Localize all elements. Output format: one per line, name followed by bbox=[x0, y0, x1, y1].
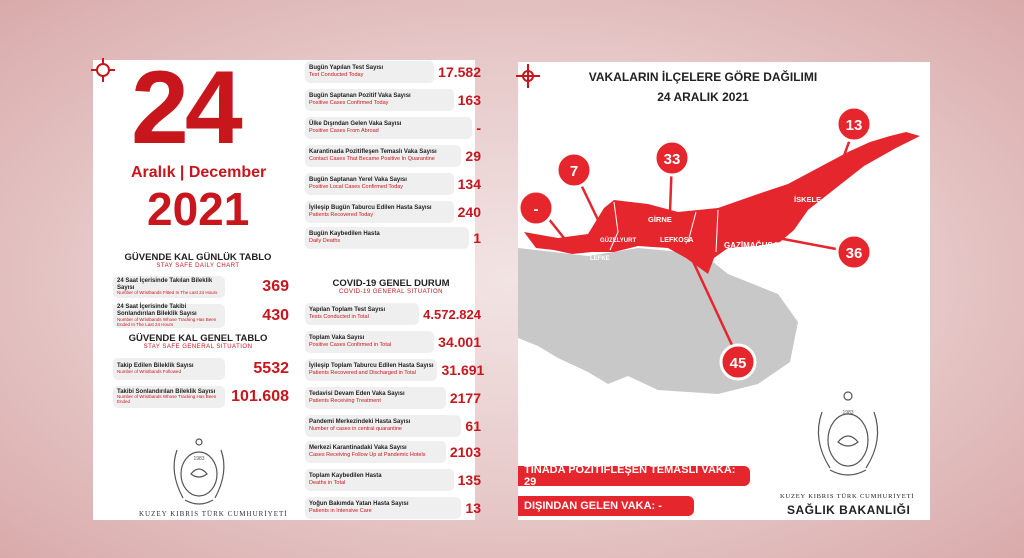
svg-text:45: 45 bbox=[729, 355, 747, 372]
row-label-en: Positive Local Cases Confirmed Today bbox=[309, 184, 404, 191]
row-label-en: Cases Receiving Follow Up at Pandemic Hotels bbox=[309, 452, 426, 459]
row-label: Bugün Saptanan Yerel Vaka Sayısı bbox=[309, 177, 407, 184]
svg-text:13: 13 bbox=[845, 117, 863, 134]
general-row bbox=[113, 358, 289, 380]
row-label-en: Test Conducted Today bbox=[309, 72, 364, 79]
row-label: Bugün Kaybedilen Hasta bbox=[309, 231, 380, 238]
district-callout-guzelyurt bbox=[557, 153, 591, 187]
row-label-en: Deaths in Total bbox=[309, 480, 346, 487]
report-month: Aralık | December bbox=[131, 164, 267, 181]
daily-table-subtitle: STAY SAFE DAILY CHART bbox=[156, 263, 240, 269]
row-label-en: Daily Deaths bbox=[309, 238, 341, 245]
district-callout-gazimagusa bbox=[837, 235, 871, 269]
overall-row bbox=[305, 386, 481, 410]
overall-row bbox=[305, 302, 481, 326]
row-label: Yoğun Bakımda Yatan Hasta Sayısı bbox=[309, 501, 409, 508]
row-label-en: Number of Wristbands Fitted In The Last 24 Hours bbox=[117, 290, 218, 296]
row-label: Tedavisi Devam Eden Vaka Sayısı bbox=[309, 391, 405, 398]
row-label: 24 Saat İçerisinde Takılan Bileklik Sayısı bbox=[117, 277, 213, 291]
map-date: 24 ARALIK 2021 bbox=[657, 90, 749, 104]
district-callout-girne bbox=[655, 141, 689, 175]
footer-republic: KUZEY KIBRIS TÜRK CUMHURİYETİ bbox=[139, 510, 288, 518]
row-value: 34.001 bbox=[438, 334, 481, 350]
row-value: 29 bbox=[465, 148, 481, 164]
row-value: 240 bbox=[457, 204, 481, 220]
row-value: 5532 bbox=[253, 360, 289, 377]
overall-row bbox=[305, 414, 481, 438]
row-label-en: Positive Cases From Abroad bbox=[309, 128, 379, 135]
district-label-lefkosa: LEFKOŞA bbox=[660, 237, 694, 244]
row-label-en: Number of Wristbands Followed bbox=[117, 368, 181, 374]
row-value: 163 bbox=[457, 92, 481, 108]
row-value: 369 bbox=[262, 278, 289, 295]
row-label-en: Positive Cases Confirmed in Total bbox=[309, 342, 392, 349]
overall-subtitle: COVID-19 GENERAL SITUATION bbox=[338, 289, 444, 295]
row-label-en: Tests Conducted in Total bbox=[309, 314, 369, 321]
row-value: 17.582 bbox=[438, 64, 481, 80]
row-label: Pandemi Merkezindeki Hasta Sayısı bbox=[309, 419, 411, 426]
row-label: 24 Saat İçerisinde Takibi Sonlandırılan Bileklik Sayısı bbox=[117, 304, 197, 318]
row-value: 2103 bbox=[449, 444, 481, 460]
row-label: Bugün Saptanan Pozitif Vaka Sayısı bbox=[309, 93, 411, 100]
state-emblem-icon bbox=[163, 430, 235, 512]
general-row bbox=[113, 386, 289, 408]
row-label-en: Number of Wristbands Whose Tracking Has Been Ended bbox=[117, 394, 217, 405]
row-value: 31.691 bbox=[441, 362, 485, 378]
row-label: Toplam Kaybedilen Hasta bbox=[309, 473, 382, 480]
overall-row bbox=[305, 330, 481, 354]
daily-row bbox=[113, 276, 289, 298]
district-callout-lefke bbox=[519, 191, 553, 225]
district-label-lefke: LEFKE bbox=[590, 256, 610, 262]
row-label-en: Patients Recovered Today bbox=[309, 212, 374, 219]
ministry-name: SAĞLIK BAKANLIĞI bbox=[787, 503, 911, 517]
row-value: 1 bbox=[473, 230, 481, 246]
emblem-year: 1983 bbox=[842, 410, 854, 416]
today-row bbox=[305, 144, 481, 168]
cyprus-district-map bbox=[518, 62, 930, 520]
row-label: İyileşip Bugün Taburcu Edilen Hasta Sayısı bbox=[309, 205, 432, 212]
row-value: 4.572.824 bbox=[423, 306, 481, 322]
state-emblem-icon bbox=[818, 392, 877, 475]
svg-text:36: 36 bbox=[845, 245, 863, 262]
emblem-year: 1983 bbox=[193, 456, 205, 462]
south-cyprus-land bbox=[518, 248, 798, 394]
row-label-en: Contact Cases That Became Positive In Quarantine bbox=[309, 156, 435, 163]
map-title: VAKALARIN İLÇELERE GÖRE DAĞILIMI bbox=[588, 70, 818, 84]
overall-heading bbox=[303, 278, 479, 295]
district-callout-iskele bbox=[837, 107, 871, 141]
daily-table-heading bbox=[103, 252, 293, 269]
today-row bbox=[305, 60, 481, 84]
overall-row bbox=[305, 468, 481, 492]
svg-text:7: 7 bbox=[569, 163, 579, 180]
row-label-en: Number of cases in central quarantine bbox=[309, 426, 402, 433]
virus-icon bbox=[87, 56, 121, 86]
row-label: İyileşip Toplam Taburcu Edilen Hasta Sayısı bbox=[309, 363, 434, 370]
overall-row bbox=[305, 496, 481, 520]
general-table-heading bbox=[103, 333, 293, 350]
district-label-iskele: İSKELE bbox=[794, 195, 822, 204]
daily-row bbox=[113, 304, 289, 328]
row-label: Karantinada Pozitifleşen Temaslı Vaka Sayısı bbox=[309, 149, 437, 156]
today-row bbox=[305, 226, 481, 250]
row-value: 430 bbox=[262, 307, 289, 324]
row-label-en: Number of Wristbands Whose Tracking Has Been Ended In The Last 24 Hours bbox=[117, 316, 217, 327]
row-value: 135 bbox=[457, 472, 481, 488]
district-label-gazimagusa: GAZİMAĞUSA bbox=[724, 241, 779, 250]
district-label-girne: GİRNE bbox=[648, 215, 672, 224]
today-row bbox=[305, 88, 481, 112]
row-label: Takibi Sonlandırılan Bileklik Sayısı bbox=[117, 388, 216, 395]
row-value: 61 bbox=[465, 418, 481, 434]
row-value: 101.608 bbox=[231, 388, 289, 405]
district-label-guzelyurt: GÜZELYURT bbox=[600, 238, 637, 244]
svg-text:-: - bbox=[533, 201, 539, 218]
virus-icon bbox=[516, 64, 540, 88]
row-label: Bugün Yapılan Test Sayısı bbox=[309, 65, 384, 72]
contact-cases-banner: TİNADA POZİTİFLEŞEN TEMASLI VAKA: 29 bbox=[518, 466, 750, 486]
today-row bbox=[305, 116, 481, 140]
row-label: Takip Edilen Bileklik Sayısı bbox=[117, 363, 194, 370]
abroad-cases-banner: DIŞINDAN GELEN VAKA: - bbox=[518, 496, 694, 516]
report-year: 2021 bbox=[147, 183, 250, 235]
overall-row bbox=[305, 440, 481, 464]
row-value: 134 bbox=[457, 176, 481, 192]
daily-table-title: GÜVENDE KAL GÜNLÜK TABLO bbox=[124, 252, 272, 263]
district-map-panel bbox=[518, 62, 930, 520]
row-value: 13 bbox=[465, 500, 481, 516]
row-label: Toplam Vaka Sayısı bbox=[309, 335, 365, 342]
svg-text:33: 33 bbox=[663, 151, 681, 168]
row-label-en: Patients Receiving Treatment bbox=[309, 398, 381, 405]
row-label: Yapılan Toplam Test Sayısı bbox=[309, 307, 386, 314]
overall-row bbox=[305, 358, 485, 382]
row-value: 2177 bbox=[449, 390, 481, 406]
report-day: 24 bbox=[131, 50, 239, 166]
general-table-subtitle: STAY SAFE GENERAL SITUATION bbox=[143, 344, 253, 350]
general-table-title: GÜVENDE KAL GENEL TABLO bbox=[128, 333, 268, 344]
row-label: Merkezi Karantinadaki Vaka Sayısı bbox=[309, 445, 407, 452]
daily-report-panel bbox=[93, 50, 485, 520]
today-row bbox=[305, 200, 481, 224]
overall-title: COVID-19 GENEL DURUM bbox=[332, 278, 450, 289]
row-label-en: Patients in Intensive Care bbox=[309, 508, 372, 515]
row-label-en: Patients Recovered and Discharged in Total bbox=[309, 370, 416, 377]
row-label: Ülke Dışından Gelen Vaka Sayısı bbox=[309, 121, 402, 128]
row-label-en: Positive Cases Confirmed Today bbox=[309, 100, 389, 107]
today-row bbox=[305, 172, 481, 196]
ministry-republic: KUZEY KIBRIS TÜRK CUMHURİYETİ bbox=[780, 493, 915, 500]
row-value: - bbox=[476, 120, 481, 136]
district-callout-lefkosa bbox=[721, 345, 755, 379]
